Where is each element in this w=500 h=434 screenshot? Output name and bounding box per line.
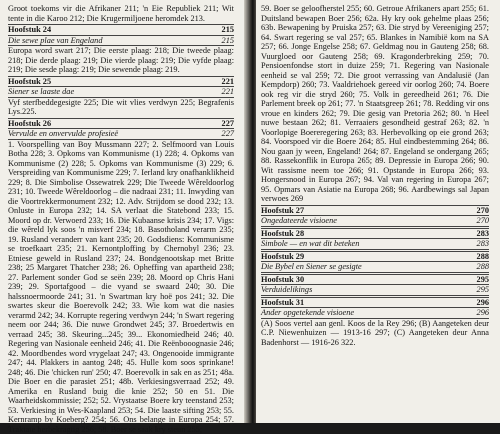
- chapter-31-title-label: Ander opgetekende visioene: [261, 308, 354, 318]
- chapter-27-title: [261, 216, 489, 227]
- chapter-30-heading: [261, 274, 489, 286]
- chapter-26-entries-continued: 59. Boer se geloofherstel 255; 60. Getroue Afrikaners apart 255; 61. Duitsland bewapen Boer 256; 62a. Hy kry ook gehelme plaas 256; 63b. Bewapening by Pruiska 257; 63. Die stryd by Vereeniging 257; 64. Swart regering se val 257; 65. Blankes in Namibië kom na SA 257; 66. Jonge Engelse 258; 67. Geldmag nou in Gauteng 258; 68. Vuurgloed oor Gauteng 258; 69. Kragonderbreking 259; 70. Pensioenfondse stort in duize 259; 71. Regering van Nasionale eenheid se val 259; 72. Die groot verrassing van Andalusië (Jan Kempdorp) 260; 73. Vaaldriehoek gereed vir oorlog 260; 74. Boere ook reg vir die stryd 260; 75. Volk in gereedheid 261; 76. Die Parlement breek op 261; 77. 'n Staatsgreep 261; 78. Redding vir ons vroue en kinders 262; 79. Die gesig van Pretoria 262; 80. 'n Heel nuwe bestaan 262; 81. Verraaiers gesondheid gestraf 263; 82. 'n Voorlopige Boereregering 263; 83. Herbevolking op eie grond 263; 84. Voorspoed vir die Boere 264; 85. Hul eindbestemming 264; 86. Nou gaan jy ween, Engeland! 264; 87. Engeland se ondergang 265; 88. Rassekonflik in Europa 265; 89. Depressie in Europa 266; 90. Wit rassisme neem toe 266; 91. Opstande in Europa 266; 93. Hongersnood in Europa 267; 94. Val van regering in Europa 267; 95. Opmars van Asiatie na Europa 268; 96. Aardbewings sal Japan verwoes 269: [261, 4, 489, 204]
- chapter-25-title-page: 221: [222, 87, 234, 97]
- chapter-25-entries: Vyf sterfbeddegesigte 225; Die wit vlies verdwyn 225; Begrafenis Lys.225.: [8, 98, 234, 117]
- chapter-30-title-page: 295: [477, 285, 489, 295]
- chapter-26-heading: [8, 118, 234, 130]
- chapter-30-title: [261, 285, 489, 296]
- chapter-31-page: 296: [477, 298, 489, 308]
- chapter-24-title: [8, 36, 234, 47]
- chapter-25-title: [8, 87, 234, 98]
- chapter-25-page: 221: [222, 77, 234, 87]
- chapter-24-label: Hoofstuk 24: [8, 25, 51, 35]
- chapter-27-label: Hoofstuk 27: [261, 206, 304, 216]
- chapter-28-title-label: Simbole — en wat dit beteken: [261, 239, 359, 249]
- chapter-29-title-label: Die Bybel en Siener se gesigte: [261, 262, 362, 272]
- chapter-27-page: 270: [477, 206, 489, 216]
- chapter-24-entries: Europa word swart 217; Die eerste plaag: 218; Die tweede plaag: 218; Die derde plaag: 219; Die vierde plaag: 219; Die vyfde plaag: 219; Die sesde plaag: 219; Die sewende plaag: 219.: [8, 46, 234, 75]
- chapter-25-label: Hoofstuk 25: [8, 77, 51, 87]
- chapter-29-page: 288: [477, 252, 489, 262]
- chapter-31-title: [261, 308, 489, 319]
- chapter-30-title-label: Verduidelikings: [261, 285, 312, 295]
- chapter-24-title-page: 215: [222, 36, 234, 46]
- chapter-31-label: Hoofstuk 31: [261, 298, 304, 308]
- chapter-26-title: [8, 129, 234, 140]
- chapter-25-title-label: Siener se laaste dae: [8, 87, 74, 97]
- chapter-27-title-label: Ongedateerde visioene: [261, 216, 337, 226]
- right-page: [256, 0, 500, 423]
- chapter-26-title-page: 227: [222, 129, 234, 139]
- chapter-29-title: [261, 262, 489, 273]
- chapter-25-heading: [8, 76, 234, 88]
- chapter-24-title-label: Die sewe plae van Engeland: [8, 36, 102, 46]
- chapter-26-title-label: Vervulde en onvervulde profesieë: [8, 129, 118, 139]
- chapter-24-heading: [8, 24, 234, 36]
- chapter-28-title: [261, 239, 489, 250]
- chapter-27-title-page: 270: [477, 216, 489, 226]
- chapter-28-heading: [261, 228, 489, 240]
- chapter-29-title-page: 288: [477, 262, 489, 272]
- chapter-23-entries: Groot toekoms vir die Afrikaner 211; 'n Eie Republiek 211; Wit tente in die Karoo 212; Die Krugermiljoene heromdek 213.: [8, 4, 234, 23]
- chapter-27-heading: [261, 205, 489, 217]
- chapter-28-title-page: 283: [477, 239, 489, 249]
- chapter-30-page: 295: [477, 275, 489, 285]
- chapter-30-label: Hoofstuk 30: [261, 275, 304, 285]
- chapter-28-page: 283: [477, 229, 489, 239]
- chapter-31-title-page: 296: [477, 308, 489, 318]
- chapter-26-label: Hoofstuk 26: [8, 119, 51, 129]
- chapter-28-label: Hoofstuk 28: [261, 229, 304, 239]
- chapter-31-heading: [261, 297, 489, 309]
- right-page-content: [261, 4, 489, 347]
- chapter-29-label: Hoofstuk 29: [261, 252, 304, 262]
- chapter-31-entries: (A) Soos vertel aan genl. Koos de la Rey 296; (B) Aangeteken deur C.P. Niewenhuizen — 1913-16 297; (C) Aangeteken deur Anna Badenhorst — 1916-26 322.: [261, 319, 489, 348]
- chapter-29-heading: [261, 251, 489, 263]
- chapter-26-page: 227: [222, 119, 234, 129]
- left-page: [0, 0, 248, 423]
- chapter-26-entries: 1. Voorspelling van Boy Mussmann 227; 2. Selfmoord van Louis Botha 228; 3. Opkoms van Kommunisme (1) 228; 4. Opkoms van Kommunisme (2) 228; 5. Opkoms van Kommunisme (3) 229; 6. Verspreiding van Kommunisme 229; 7. Ierland kry onafhanklikheid 229; 8. Die Simbolise Ossewatrek 229; Die Tweede Wêreldoorlog 231; 10. Tweede Wêreldoorlog – die nadraai 231; 11. Inwyding van die Voortrekkermonument 232; 12. Adv. Strijdom se dood 232; 13. Onluste in Europa 232; 14. SA verlaat die Statebond 233; 15. Moord op dr. Verwoerd 233; 16. Die Kubaanse krisis 234; 17. Vigs: die wêreld lyk soos 'n misverf 234; 18. Basotholand verarm 235; 19. Rusland veranderr van kant 235; 20. Godsdiens: Kommunisme se troefkaart 235; 21. Kernontploffing by Chernobyl 236; 23. Etniese geweld in Rusland 237; 24. Bondgenootskap met Britte 238; 25 Margaret Thatcher 238; 26. Opheffing van apartheid 238; 27. Parlement sonder God se seën 239; 28. Moord op Chris Hani 239; 29. Sportafgood – die vyand se swaard 240; 30. Die halssnoermoorde 241; 31. 'n Swartman kry hoë pos 241; 32. Die swartes skeur die Boerevolk 242; 33. Wie kom wat die nasies verarmd 242; 34. Korrupte regering verdwyn 244; 'n Swart regering neem oor 244; 36. Die nuwe Grondwet 245; 37. Broedertwis en verraad 245; 38. Skeuring...245; 39... Ekonomiedheid 246; 40. Regering van Nasionale eenheid 246; 41. Die Reënbooognasie 246; 42. Moordbendes word vrygelaat 247; 43. Ongenooide immigrante 247; 44. Plakkers in aantog 248; 45. Hulle kom soos sprinkane! 248; 46. Die 'chicken run' 250; 47. Boerevolk in sak en as 251; 48a. Die Boer en die parasiet 251; 48b. Verkiesingsverraad 252; 49. Amerika en Rusland buig die knie 252; 50 en 51. Die Waarheidskommissie; 252; 52. Vrystaatse Boere kry teenstand 253; 53. Verkiesing in Wes-Kaapland 253; 54. Die laaste sifting 253; 55. Kernramp by Koeberg? 254; 56. Ons belange in Europa 254; 57. Traktate herbekragtig 256; 58. Boer se saak kry steun 255;: [8, 140, 234, 434]
- left-page-content: [8, 4, 234, 434]
- chapter-24-page: 215: [222, 25, 234, 35]
